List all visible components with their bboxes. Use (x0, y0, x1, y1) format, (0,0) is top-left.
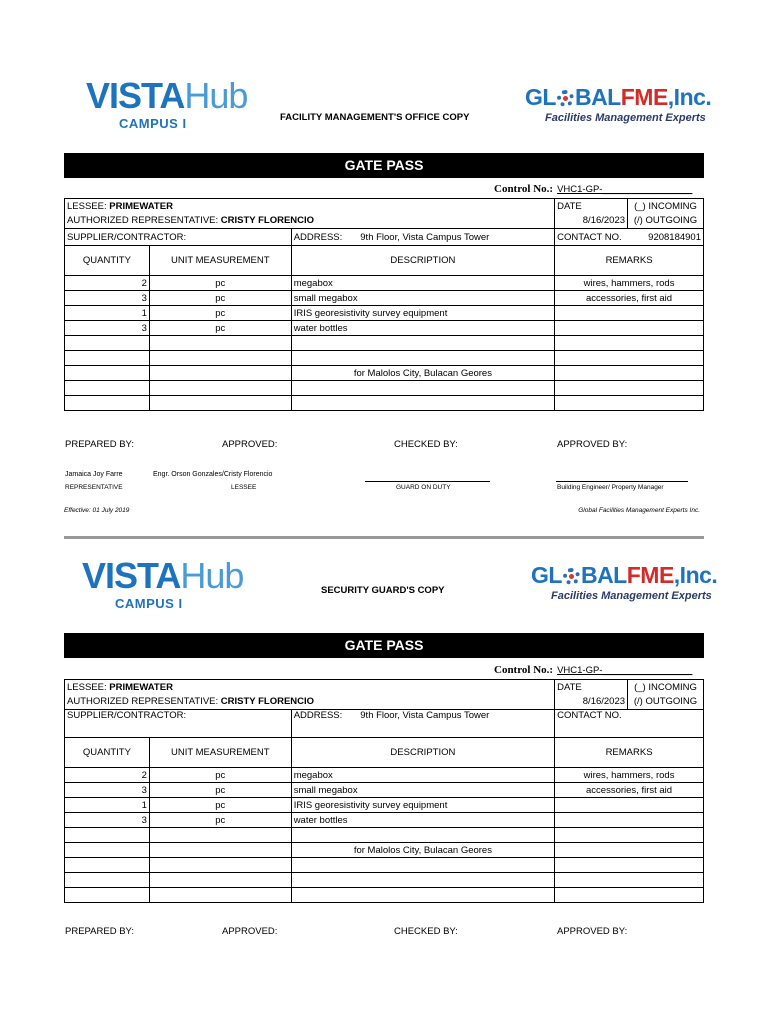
col-remarks: REMARKS (555, 246, 704, 276)
col-remarks: REMARKS (555, 738, 704, 768)
control-number: Control No.: VHC1-GP-_________________ (494, 664, 693, 676)
company-footer: Global Facilities Management Experts Inc. (578, 507, 700, 514)
incoming-option: (_) INCOMING (628, 680, 704, 695)
manager-signature-line (556, 481, 688, 482)
gate-pass-title: GATE PASS (64, 633, 704, 658)
table-row (65, 858, 704, 873)
table-row: 3 pc water bottles (65, 321, 704, 336)
contact-label: CONTACT NO. (555, 229, 628, 246)
col-description: DESCRIPTION (291, 738, 554, 768)
table-row (65, 381, 704, 396)
table-row (65, 351, 704, 366)
table-row (65, 873, 704, 888)
table-row: 3 pc small megabox accessories, first aid (65, 783, 704, 798)
incoming-option: (_) INCOMING (628, 199, 704, 214)
col-description: DESCRIPTION (291, 246, 554, 276)
table-row (65, 888, 704, 903)
globalfme-logo: GL BALFME,Inc. Facilities Management Experts (525, 84, 712, 124)
gate-pass-table (64, 679, 704, 903)
col-quantity: QUANTITY (65, 246, 150, 276)
table-row (65, 336, 704, 351)
vistahub-logo: VISTAHub CAMPUS I (86, 75, 248, 131)
address-cell: ADDRESS: 9th Floor, Vista Campus Tower (291, 710, 554, 738)
date-label: DATE (555, 199, 628, 214)
table-row: 2 pc megabox wires, hammers, rods (65, 276, 704, 291)
lessee-cell: LESSEE: PRIMEWATER (65, 199, 555, 214)
copy-title: FACILITY MANAGEMENT'S OFFICE COPY (280, 112, 470, 123)
table-row (65, 366, 704, 381)
copy-title: SECURITY GUARD'S COPY (321, 585, 445, 596)
destination-note: for Malolos City, Bulacan Geores (291, 366, 554, 381)
table-row: 3 pc water bottles (65, 813, 704, 828)
control-number: Control No.: VHC1-GP-_________________ (494, 183, 693, 195)
address-cell: ADDRESS: 9th Floor, Vista Campus Tower (291, 229, 554, 246)
contact-label: CONTACT NO. (555, 710, 628, 738)
vistahub-logo: VISTAHub CAMPUS I (82, 555, 244, 611)
col-unit: UNIT MEASUREMENT (149, 738, 291, 768)
col-quantity: QUANTITY (65, 738, 150, 768)
gear-icon (557, 90, 574, 107)
effective-date: Effective: 01 July 2019 (64, 507, 130, 514)
representative-cell: AUTHORIZED REPRESENTATIVE: CRISTY FLORENCIO (65, 214, 555, 229)
date-label: DATE (555, 680, 628, 695)
globalfme-logo: GL BALFME,Inc. Facilities Management Experts (531, 562, 718, 602)
date-value: 8/16/2023 (555, 695, 628, 710)
table-row (65, 828, 704, 843)
table-row: 3 pc small megabox accessories, first aid (65, 291, 704, 306)
destination-note: for Malolos City, Bulacan Geores (291, 843, 554, 858)
table-row (65, 396, 704, 411)
copy-divider (64, 536, 704, 539)
contact-value: 9208184901 (628, 229, 704, 246)
guard-signature-line (365, 481, 490, 482)
gate-pass-table (64, 198, 704, 411)
lessee-cell: LESSEE: PRIMEWATER (65, 680, 555, 695)
supplier-label: SUPPLIER/CONTRACTOR: (65, 229, 292, 246)
gate-pass-title: GATE PASS (64, 153, 704, 178)
table-row: 1 pc IRIS georesistivity survey equipment (65, 306, 704, 321)
outgoing-option: (/) OUTGOING (628, 214, 704, 229)
supplier-label: SUPPLIER/CONTRACTOR: (65, 710, 292, 738)
outgoing-option: (/) OUTGOING (628, 695, 704, 710)
table-row: 2 pc megabox wires, hammers, rods (65, 768, 704, 783)
contact-value (628, 710, 704, 738)
table-row: 1 pc IRIS georesistivity survey equipment (65, 798, 704, 813)
table-row (65, 843, 704, 858)
col-unit: UNIT MEASUREMENT (149, 246, 291, 276)
gear-icon (563, 568, 580, 585)
date-value: 8/16/2023 (555, 214, 628, 229)
representative-cell: AUTHORIZED REPRESENTATIVE: CRISTY FLORENCIO (65, 695, 555, 710)
